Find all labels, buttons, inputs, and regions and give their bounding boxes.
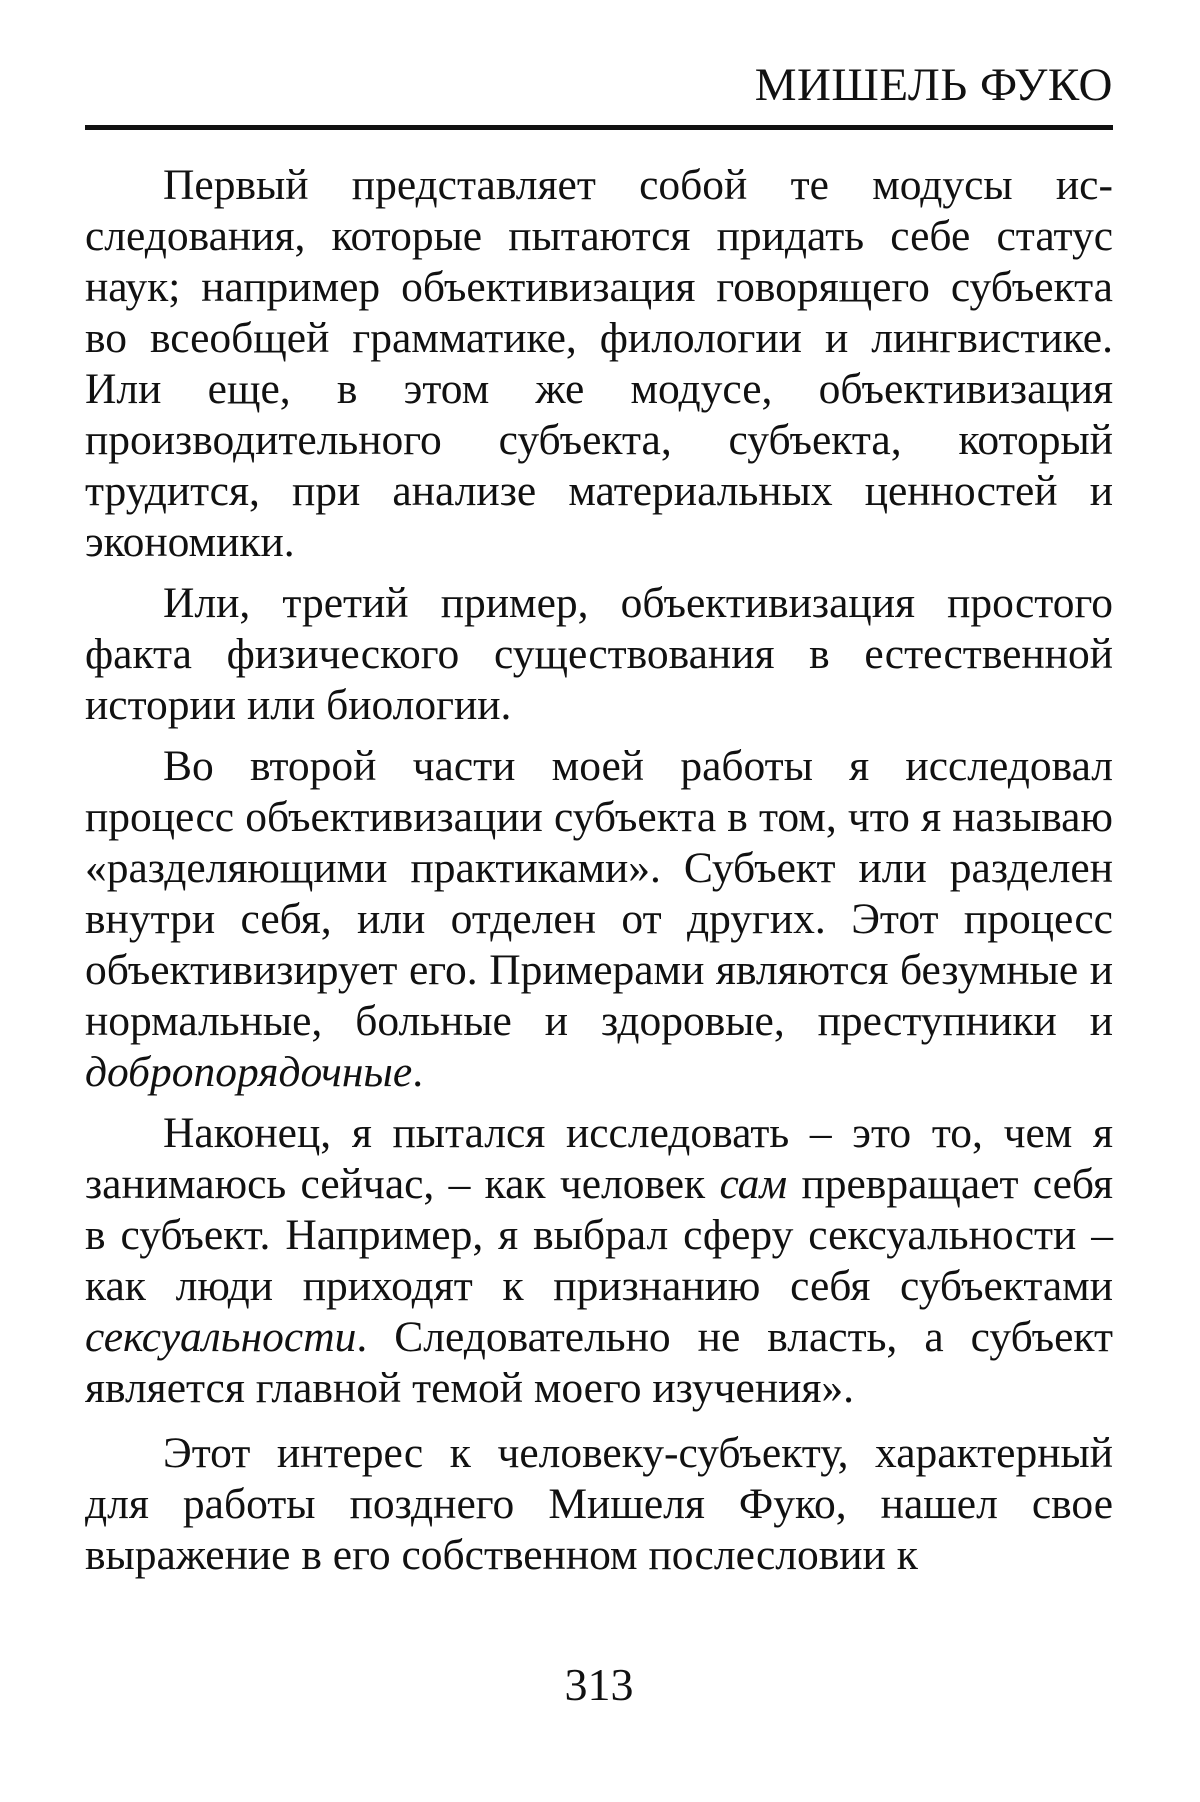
- paragraph-4-italic-1: сам: [719, 1160, 788, 1208]
- paragraph-4-text-b: превращает себя в субъект. Например, я выбрал сферу сексуальности – как люди приходят к признанию себя субъектами: [85, 1160, 1113, 1310]
- header-rule: [85, 125, 1113, 130]
- paragraph-3-end: .: [412, 1048, 424, 1096]
- paragraph-2: Или, третий пример, объективизация простого факта физического существования в естественной истории или биологии.: [85, 579, 1113, 729]
- paragraph-5: Этот интерес к человеку-субъекту, характерный для работы позднего Мишеля Фуко, нашел свое выражение в его собственном послесловии к: [85, 1429, 1113, 1579]
- paragraph-4-text-a: Наконец, я пытался исследовать – это то, чем я занимаюсь сейчас, – как человек: [85, 1109, 1113, 1208]
- paragraph-4: [85, 1108, 1113, 1414]
- running-head: МИШЕЛЬ ФУКО: [754, 59, 1113, 111]
- paragraph-4-italic-2: сексуальности: [85, 1313, 357, 1361]
- paragraph-3: [85, 741, 1113, 1098]
- body-text: [85, 160, 1113, 1591]
- paragraph-1: Первый представляет собой те модусы исследования, которые пытаются придать себе статус наук; например объективизация говорящего субъекта во всеобщей грамматике, филологии и лингвистике. Или еще, в этом же модусе, объективизация производительного субъекта, субъекта, который трудится, при анализе материальных ценностей и экономики.: [85, 161, 1113, 566]
- paragraph-3-text: Во второй части моей работы я исследовал процесс объективизации субъекта в том, что я называю «разделяющими практиками». Субъект или разделен внутри себя, или отделен от других. Этот процесс объективизирует его. Примерами являются безумные и нормальные, больные и здоровые, преступники и: [85, 742, 1113, 1045]
- paragraph-4-text-c: . Следовательно не власть, а субъект является главной темой моего изучения».: [85, 1313, 1113, 1412]
- page-number: 313: [564, 1659, 634, 1710]
- paragraph-3-italic: добропорядочные: [85, 1048, 413, 1096]
